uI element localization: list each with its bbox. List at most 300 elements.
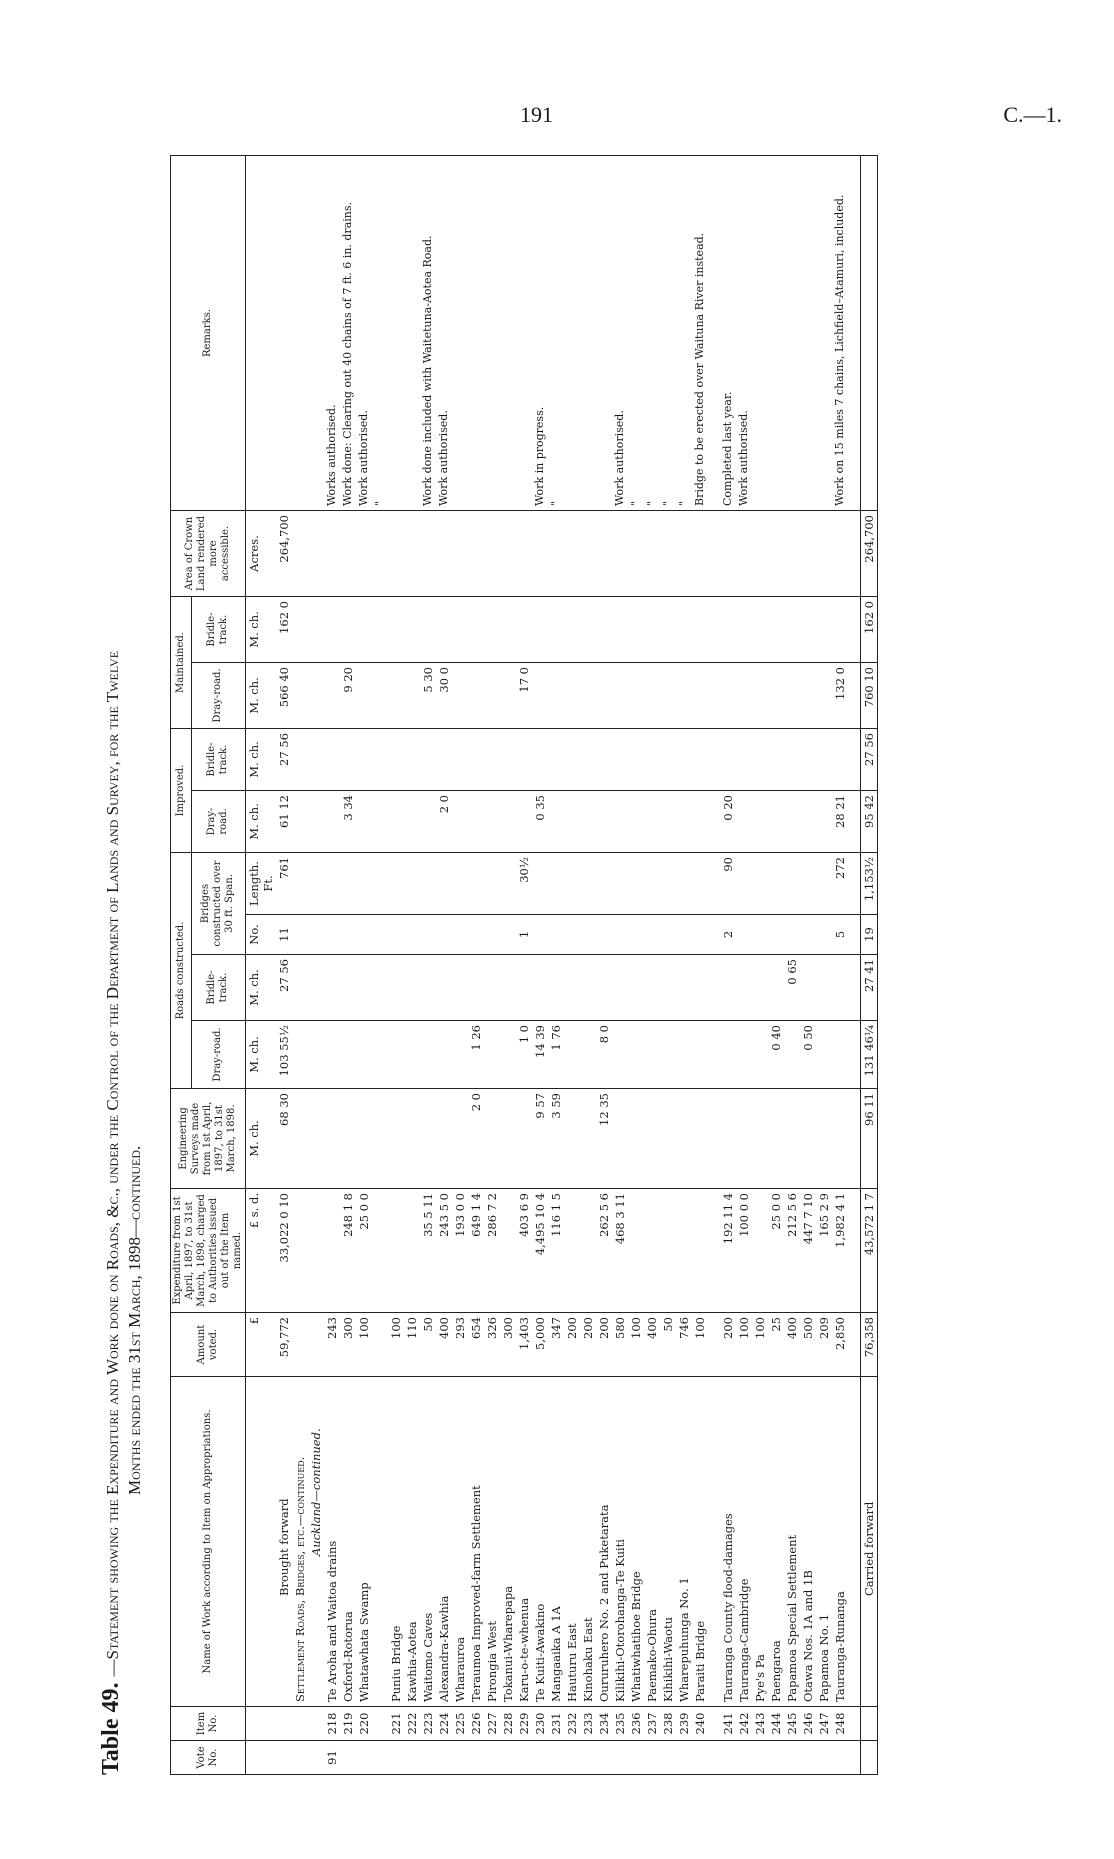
maintained-dray-cell [644,663,660,729]
improved-bridle-cell: 27 56 [276,729,292,791]
vote-no-cell [832,1741,848,1775]
surveys-cell [340,1089,356,1189]
amount-voted-cell: 300 [340,1313,356,1377]
expenditure-cell [692,1189,708,1313]
improved-dray-cell: 0 20 [720,791,736,853]
work-name-cell: Wharepuhunga No. 1 [676,1377,692,1707]
area-cell [404,511,420,597]
constructed-bridle-cell [628,955,644,1021]
maintained-bridle-cell [516,597,532,663]
expenditure-cell [848,1189,861,1313]
work-name-cell: Puniu Bridge [388,1377,404,1707]
table-row [708,156,720,1775]
bridges-length-cell [532,853,548,915]
header-maintained-dray: Dray-road. [191,663,245,729]
amount-voted-cell: 100 [736,1313,752,1377]
remarks-cell [500,156,516,511]
bridges-length-cell [420,853,436,915]
vote-no-cell [752,1741,768,1775]
remarks-cell: " [628,156,644,511]
table-row [861,156,878,1775]
constructed-bridle-cell [340,955,356,1021]
improved-dray-cell [816,791,832,853]
remarks-cell [468,156,484,511]
vote-no-cell [276,1741,292,1775]
unit-mch: M. ch. [246,597,277,663]
unit-lsd: £ s. d. [246,1189,277,1313]
area-cell [832,511,848,597]
work-name-cell: Oxford-Rotorua [340,1377,356,1707]
constructed-dray-cell [692,1021,708,1089]
bridges-no-cell: 2 [720,915,736,955]
remarks-cell [308,156,324,511]
maintained-dray-cell [596,663,612,729]
bridges-no-cell [500,915,516,955]
rotated-table-frame [100,155,980,1775]
surveys-cell [676,1089,692,1189]
item-no-cell: 247 [816,1707,832,1741]
vote-no-cell [452,1741,468,1775]
maintained-bridle-cell: 162 0 [861,597,878,663]
improved-dray-cell [644,791,660,853]
bridges-no-cell [628,915,644,955]
remarks-cell [752,156,768,511]
item-no-cell: 246 [800,1707,816,1741]
bridges-no-cell: 19 [861,915,878,955]
remarks-cell: Work on 15 miles 7 chains, Lichfield–Atamuri, included. [832,156,848,511]
expenditure-cell [308,1189,324,1313]
improved-dray-cell [292,791,308,853]
vote-no-cell [800,1741,816,1775]
vote-no-cell [708,1741,720,1775]
expenditure-cell [500,1189,516,1313]
maintained-dray-cell [292,663,308,729]
improved-bridle-cell [628,729,644,791]
maintained-bridle-cell [708,597,720,663]
improved-bridle-cell [784,729,800,791]
area-cell [372,511,388,597]
unit-acres: Acres. [246,511,277,597]
expenditure-cell: 33,022 0 10 [276,1189,292,1313]
surveys-cell [628,1089,644,1189]
item-no-cell [292,1707,308,1741]
work-name-cell: Tauranga-Cambridge [736,1377,752,1707]
header-remarks: Remarks. [171,156,246,511]
amount-voted-cell: 50 [420,1313,436,1377]
surveys-cell [420,1089,436,1189]
bridges-no-cell [436,915,452,955]
expenditure-cell: 447 7 10 [800,1189,816,1313]
improved-bridle-cell [564,729,580,791]
unit-mch: M. ch. [246,955,277,1021]
surveys-cell: 12 35 [596,1089,612,1189]
remarks-cell [784,156,800,511]
amount-voted-cell: 100 [388,1313,404,1377]
maintained-bridle-cell [800,597,816,663]
improved-bridle-cell [580,729,596,791]
maintained-bridle-cell [580,597,596,663]
constructed-bridle-cell [768,955,784,1021]
remarks-cell [276,156,292,511]
constructed-bridle-cell [692,955,708,1021]
work-name-cell: Tokanui-Wharepapa [500,1377,516,1707]
amount-voted-cell: 293 [452,1313,468,1377]
remarks-cell [388,156,404,511]
bridges-no-cell [356,915,372,955]
improved-dray-cell [516,791,532,853]
expenditure-cell: 25 0 0 [356,1189,372,1313]
improved-dray-cell: 2 0 [436,791,452,853]
improved-bridle-cell [612,729,628,791]
bridges-no-cell [612,915,628,955]
bridges-length-cell [484,853,500,915]
amount-voted-cell: 500 [800,1313,816,1377]
area-cell [340,511,356,597]
maintained-bridle-cell [468,597,484,663]
item-no-cell: 228 [500,1707,516,1741]
vote-no-cell: 91 [324,1741,340,1775]
constructed-dray-cell [372,1021,388,1089]
constructed-bridle-cell [644,955,660,1021]
constructed-dray-cell: 14 39 [532,1021,548,1089]
item-no-cell: 232 [564,1707,580,1741]
improved-dray-cell [420,791,436,853]
improved-bridle-cell: 27 56 [861,729,878,791]
area-cell [752,511,768,597]
vote-no-cell [816,1741,832,1775]
improved-bridle-cell [676,729,692,791]
bridges-length-cell: 761 [276,853,292,915]
table-row [736,156,752,1775]
amount-voted-cell [308,1313,324,1377]
constructed-dray-cell [612,1021,628,1089]
item-no-cell: 237 [644,1707,660,1741]
item-no-cell: 240 [692,1707,708,1741]
vote-no-cell [468,1741,484,1775]
table-row [420,156,436,1775]
vote-no-cell [848,1741,861,1775]
bridges-length-cell [800,853,816,915]
improved-bridle-cell [468,729,484,791]
item-no-cell: 225 [452,1707,468,1741]
remarks-cell [708,156,720,511]
bridges-no-cell [800,915,816,955]
constructed-dray-cell [404,1021,420,1089]
maintained-bridle-cell [404,597,420,663]
surveys-cell [292,1089,308,1189]
area-cell [468,511,484,597]
unit-mch: M. ch. [246,1089,277,1189]
vote-no-cell [692,1741,708,1775]
remarks-cell: Work authorised. [356,156,372,511]
constructed-dray-cell: 1 26 [468,1021,484,1089]
area-cell [292,511,308,597]
maintained-bridle-cell [564,597,580,663]
work-name-cell: Paraiti Bridge [692,1377,708,1707]
bridges-length-cell [324,853,340,915]
improved-dray-cell [752,791,768,853]
area-cell [324,511,340,597]
expenditure-cell: 248 1 8 [340,1189,356,1313]
expenditure-cell: 1,982 4 1 [832,1189,848,1313]
table-row [692,156,708,1775]
table-row [644,156,660,1775]
constructed-bridle-cell [324,955,340,1021]
constructed-dray-cell [644,1021,660,1089]
vote-no-cell [548,1741,564,1775]
table-row [388,156,404,1775]
improved-dray-cell [628,791,644,853]
maintained-dray-cell [388,663,404,729]
table-row [816,156,832,1775]
constructed-bridle-cell: 27 56 [276,955,292,1021]
improved-bridle-cell [532,729,548,791]
amount-voted-cell: 580 [612,1313,628,1377]
constructed-bridle-cell [292,955,308,1021]
maintained-bridle-cell [736,597,752,663]
maintained-bridle-cell [452,597,468,663]
vote-no-cell [500,1741,516,1775]
area-cell [500,511,516,597]
item-no-cell: 224 [436,1707,452,1741]
table-row [800,156,816,1775]
amount-voted-cell: 25 [768,1313,784,1377]
constructed-bridle-cell [708,955,720,1021]
improved-dray-cell [308,791,324,853]
constructed-bridle-cell [372,955,388,1021]
remarks-cell: " [676,156,692,511]
page-number: 191 [520,102,553,127]
table-row [720,156,736,1775]
surveys-cell: 96 11 [861,1089,878,1189]
expenditure-cell [660,1189,676,1313]
vote-no-cell [516,1741,532,1775]
maintained-dray-cell [676,663,692,729]
expenditure-cell [564,1189,580,1313]
bridges-length-cell [784,853,800,915]
improved-dray-cell [708,791,720,853]
item-no-cell [276,1707,292,1741]
table-row [548,156,564,1775]
table-row [580,156,596,1775]
expenditure-cell [752,1189,768,1313]
table-row [308,156,324,1775]
bridges-length-cell [468,853,484,915]
expenditure-cell [580,1189,596,1313]
improved-bridle-cell [848,729,861,791]
surveys-cell [800,1089,816,1189]
item-no-cell [861,1707,878,1741]
item-no-cell [708,1707,720,1741]
improved-dray-cell [468,791,484,853]
work-name-cell: Pirongia West [484,1377,500,1707]
amount-voted-cell [372,1313,388,1377]
maintained-dray-cell [816,663,832,729]
surveys-cell [356,1089,372,1189]
expenditure-cell: 403 6 9 [516,1189,532,1313]
maintained-dray-cell [500,663,516,729]
amount-voted-cell: 400 [644,1313,660,1377]
maintained-bridle-cell [644,597,660,663]
bridges-no-cell [816,915,832,955]
item-no-cell: 244 [768,1707,784,1741]
vote-no-cell [612,1741,628,1775]
constructed-dray-cell [784,1021,800,1089]
maintained-bridle-cell [628,597,644,663]
expenditure-cell: 43,572 1 7 [861,1189,878,1313]
maintained-dray-cell [720,663,736,729]
maintained-dray-cell [452,663,468,729]
improved-dray-cell: 3 34 [340,791,356,853]
constructed-dray-cell [500,1021,516,1089]
maintained-bridle-cell [832,597,848,663]
amount-voted-cell: 326 [484,1313,500,1377]
improved-dray-cell [388,791,404,853]
expenditure-cell [292,1189,308,1313]
table-row [768,156,784,1775]
remarks-cell: Work authorised. [736,156,752,511]
work-name-cell [372,1377,388,1707]
work-name-cell: Hauturu East [564,1377,580,1707]
improved-bridle-cell [484,729,500,791]
improved-dray-cell [548,791,564,853]
unit-feet: Ft. [261,875,275,892]
header-improved: Improved. [171,729,192,853]
area-cell [612,511,628,597]
amount-voted-cell: 100 [692,1313,708,1377]
constructed-bridle-cell [676,955,692,1021]
area-cell [452,511,468,597]
constructed-bridle-cell [532,955,548,1021]
amount-voted-cell: 746 [676,1313,692,1377]
constructed-bridle-cell [832,955,848,1021]
surveys-cell [484,1089,500,1189]
unit-no: No. [246,915,277,955]
expenditure-cell: 116 1 5 [548,1189,564,1313]
amount-voted-cell: 100 [752,1313,768,1377]
remarks-cell [292,156,308,511]
table-row [612,156,628,1775]
maintained-bridle-cell [692,597,708,663]
table-row [516,156,532,1775]
vote-no-cell [436,1741,452,1775]
amount-voted-cell [848,1313,861,1377]
amount-voted-cell: 347 [548,1313,564,1377]
caption-line-2: Months ended the 31st March, 1898—continued. [125,1145,144,1495]
area-cell [692,511,708,597]
table-row [628,156,644,1775]
surveys-cell [452,1089,468,1189]
maintained-dray-cell [532,663,548,729]
vote-no-cell [484,1741,500,1775]
maintained-dray-cell [660,663,676,729]
header-expenditure: Expenditure from 1st April, 1897, to 31st March, 1898, charged to Authorities issued out of the Item named. [171,1189,246,1313]
expenditure-cell: 212 5 6 [784,1189,800,1313]
vote-no-cell [292,1741,308,1775]
amount-voted-cell: 5,000 [532,1313,548,1377]
bridges-length-cell [644,853,660,915]
item-no-cell: 236 [628,1707,644,1741]
maintained-bridle-cell [308,597,324,663]
bridges-no-cell: 1 [516,915,532,955]
surveys-cell [832,1089,848,1189]
area-cell [708,511,720,597]
constructed-dray-cell [848,1021,861,1089]
constructed-bridle-cell: 27 41 [861,955,878,1021]
constructed-dray-cell [308,1021,324,1089]
constructed-dray-cell [628,1021,644,1089]
improved-dray-cell [660,791,676,853]
area-cell [420,511,436,597]
bridges-no-cell [768,915,784,955]
remarks-cell: Work done: Clearing out 40 chains of 7 ft. 6 in. drains. [340,156,356,511]
vote-no-cell [596,1741,612,1775]
item-no-cell: 241 [720,1707,736,1741]
improved-dray-cell [768,791,784,853]
improved-bridle-cell [832,729,848,791]
area-cell [800,511,816,597]
work-name-cell: Waitomo Caves [420,1377,436,1707]
item-no-cell: 220 [356,1707,372,1741]
bridges-no-cell [468,915,484,955]
constructed-dray-cell: 1 0 [516,1021,532,1089]
bridges-length-cell [372,853,388,915]
improved-bridle-cell [644,729,660,791]
improved-dray-cell: 61 12 [276,791,292,853]
work-name-cell: Kilikihi-Otorohanga-Te Kuiti [612,1377,628,1707]
surveys-cell [708,1089,720,1189]
work-name-cell: Brought forward [276,1377,292,1707]
improved-dray-cell [324,791,340,853]
maintained-bridle-cell [372,597,388,663]
constructed-bridle-cell [468,955,484,1021]
work-name-cell: Teraumoa Improved-farm Settlement [468,1377,484,1707]
header-constructed-bridle: Bridle-track. [191,955,245,1021]
work-name-cell: Paemako-Ohura [644,1377,660,1707]
surveys-cell [720,1089,736,1189]
vote-no-cell [644,1741,660,1775]
improved-bridle-cell [516,729,532,791]
unit-length: Length. [247,861,261,906]
improved-bridle-cell [596,729,612,791]
table-row [660,156,676,1775]
improved-dray-cell [784,791,800,853]
area-cell [532,511,548,597]
bridges-length-cell [500,853,516,915]
remarks-cell: Work in progress. [532,156,548,511]
header-amount-voted: Amount voted. [171,1313,246,1377]
maintained-dray-cell: 132 0 [832,663,848,729]
bridges-no-cell [736,915,752,955]
improved-bridle-cell [548,729,564,791]
table-row [356,156,372,1775]
vote-no-cell [356,1741,372,1775]
expenditure-cell: 165 2 9 [816,1189,832,1313]
unit-pound: £ [246,1313,277,1377]
amount-voted-cell: 200 [580,1313,596,1377]
work-name-cell: Papamoa No. 1 [816,1377,832,1707]
constructed-dray-cell [752,1021,768,1089]
bridges-length-cell [388,853,404,915]
remarks-cell: Work authorised. [612,156,628,511]
improved-dray-cell [736,791,752,853]
improved-bridle-cell [404,729,420,791]
maintained-bridle-cell: 162 0 [276,597,292,663]
constructed-bridle-cell [580,955,596,1021]
expenditure-cell: 243 5 0 [436,1189,452,1313]
maintained-bridle-cell [292,597,308,663]
amount-voted-cell: 400 [436,1313,452,1377]
